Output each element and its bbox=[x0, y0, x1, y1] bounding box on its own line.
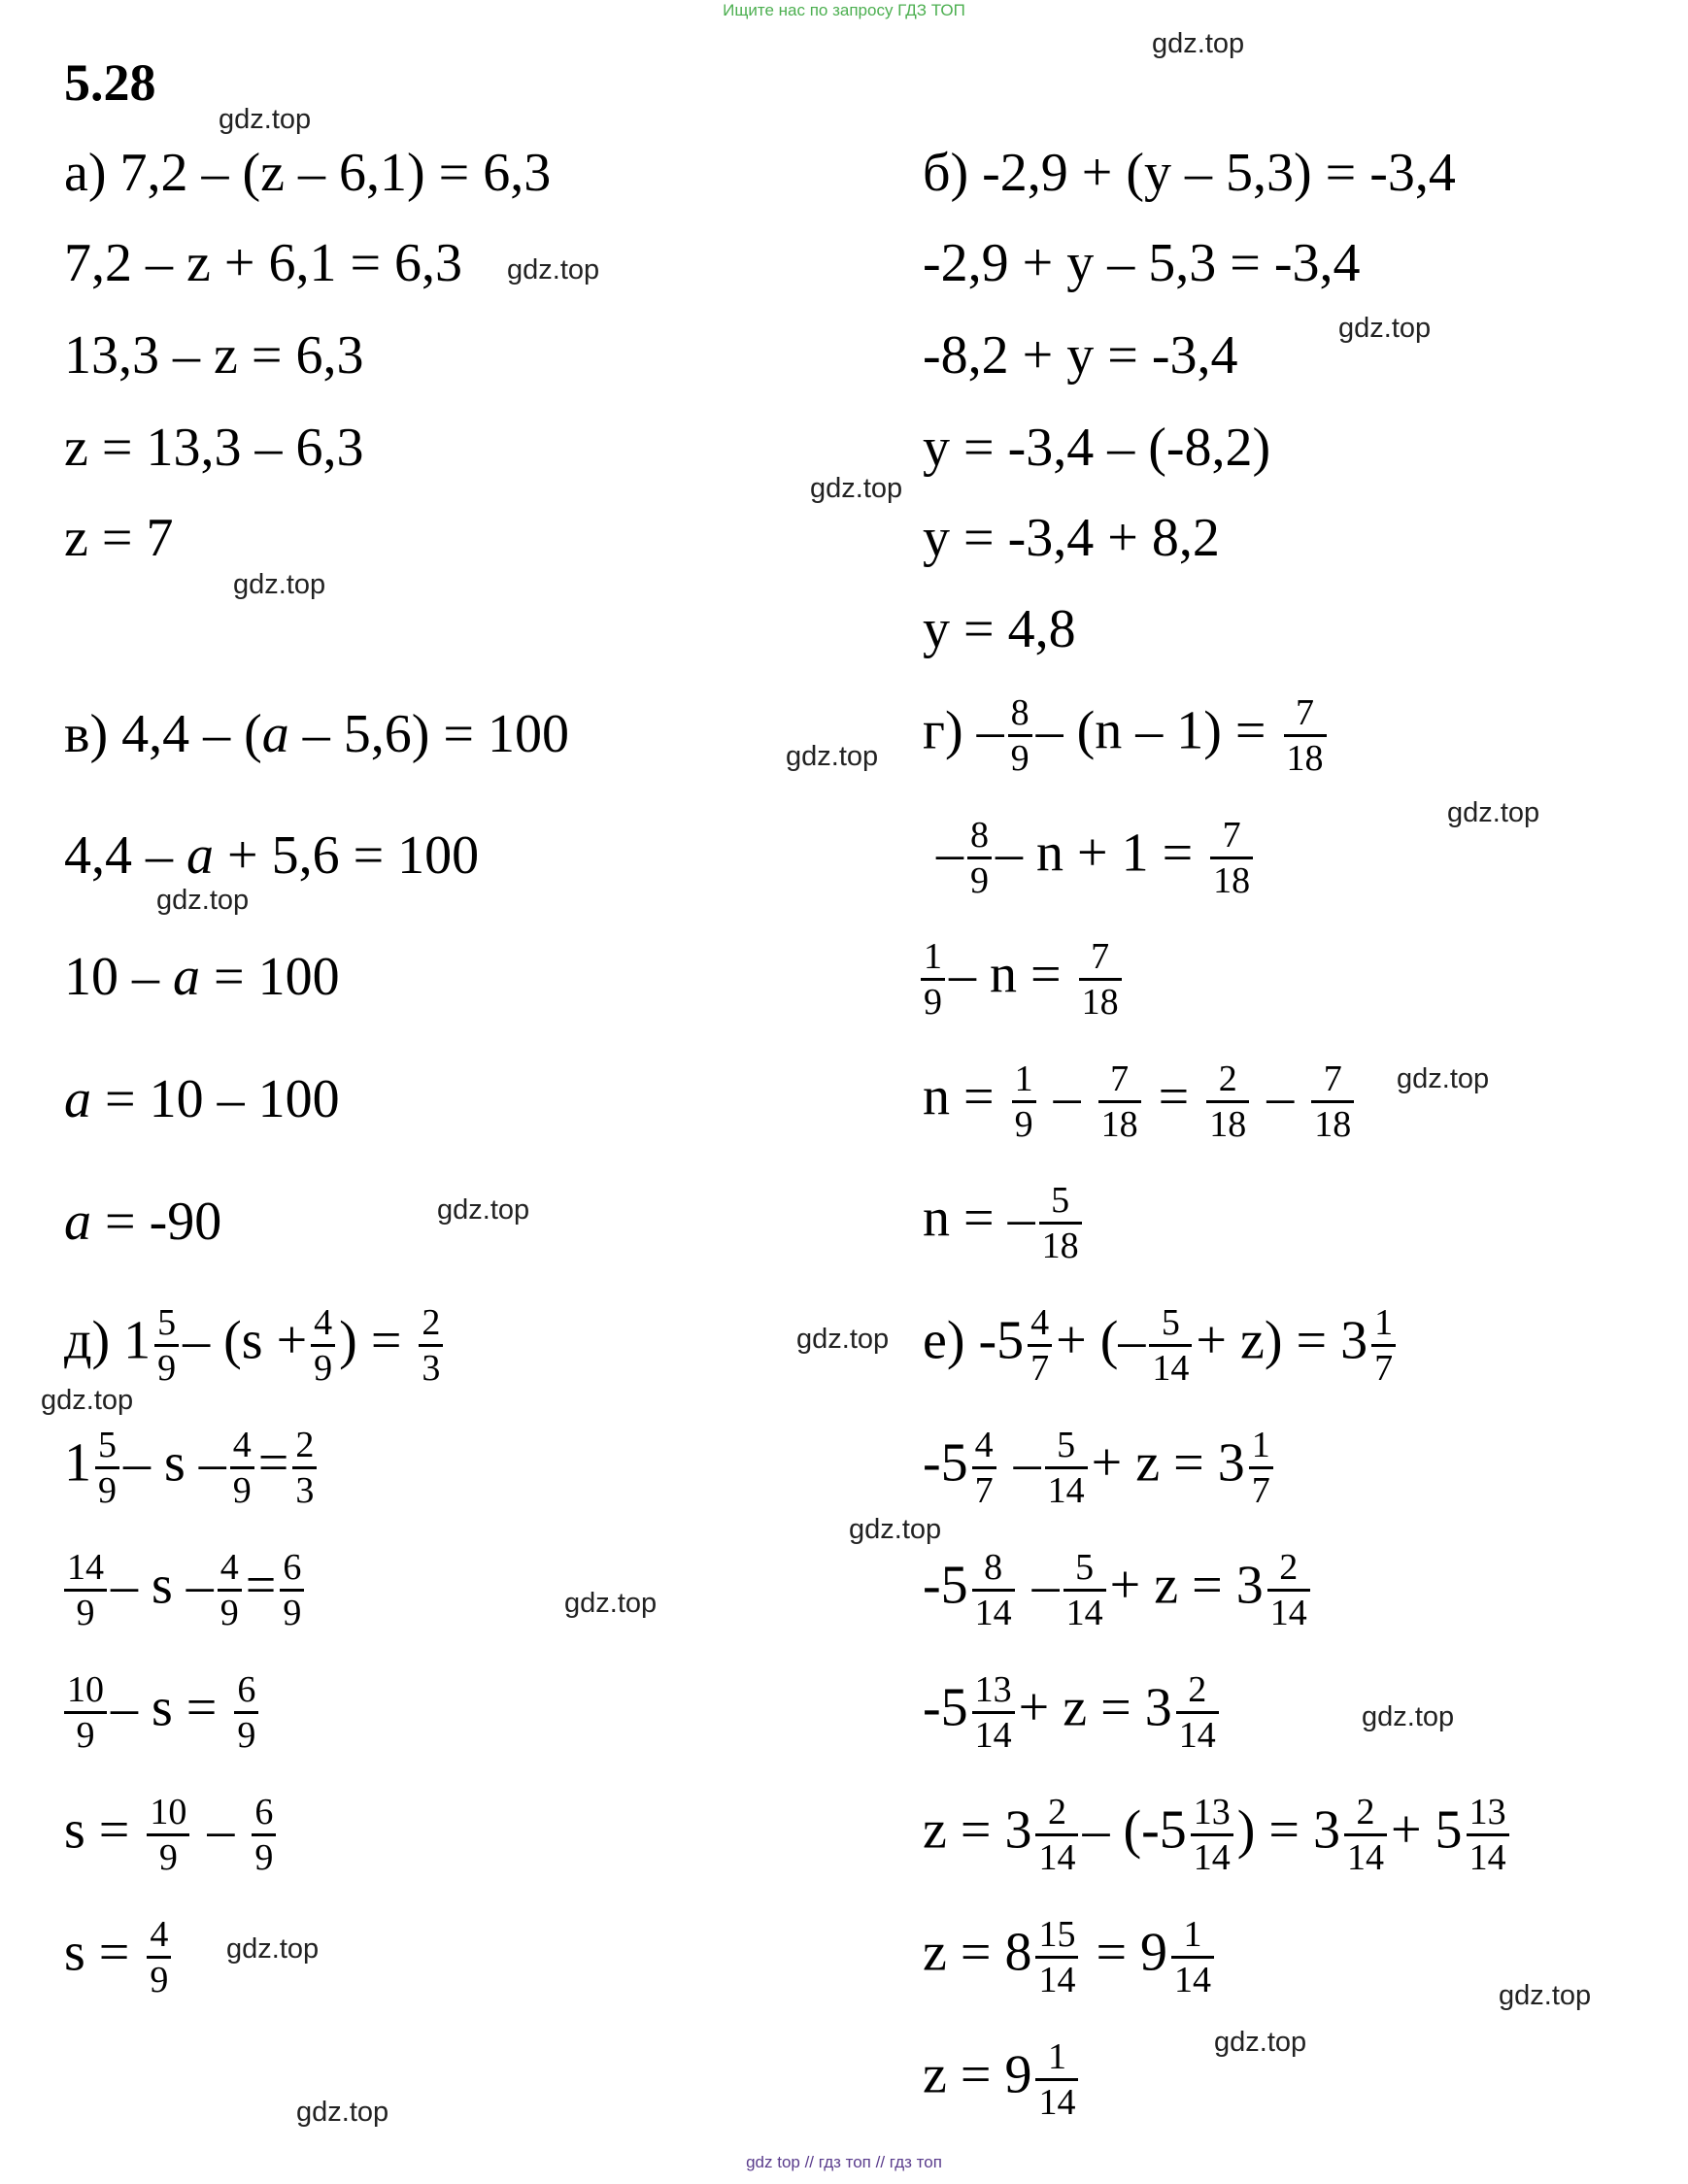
eq-v-line-3 bbox=[64, 940, 340, 1014]
fraction bbox=[1079, 935, 1122, 1024]
numerator: 5 bbox=[154, 1301, 179, 1347]
numerator: 7 bbox=[1284, 691, 1327, 737]
math-term: s = bbox=[64, 1799, 130, 1861]
math-term: – (s + bbox=[183, 1310, 308, 1371]
watermark: gdz.top bbox=[437, 1194, 530, 1226]
numerator: 8 bbox=[1008, 691, 1032, 737]
eq-g-line-5 bbox=[923, 1179, 1086, 1267]
numerator: 5 bbox=[1039, 1179, 1082, 1225]
fraction bbox=[972, 1546, 1015, 1634]
fraction bbox=[1035, 1913, 1078, 2001]
watermark: gdz.top bbox=[849, 1514, 942, 1545]
denominator: 7 bbox=[1374, 1348, 1394, 1389]
eq-b-line-6: y = 4,8 bbox=[923, 599, 1076, 659]
watermark: gdz.top bbox=[1338, 313, 1432, 344]
eq-b-line-5: y = -3,4 + 8,2 bbox=[923, 508, 1220, 568]
denominator: 18 bbox=[1081, 982, 1119, 1023]
denominator: 14 bbox=[1065, 1593, 1103, 1633]
numerator: 1 bbox=[1035, 2035, 1078, 2081]
denominator: 9 bbox=[76, 1715, 95, 1756]
eq-b-line-3: -8,2 + y = -3,4 bbox=[923, 325, 1238, 386]
numerator: 4 bbox=[1028, 1301, 1052, 1347]
math-term: = 100 bbox=[200, 947, 340, 1007]
fraction bbox=[1191, 1791, 1233, 1879]
fraction bbox=[967, 814, 992, 902]
numerator: 1 bbox=[1012, 1058, 1036, 1103]
fraction bbox=[1035, 1791, 1078, 1879]
fraction bbox=[64, 1546, 107, 1634]
math-term: – bbox=[1007, 1188, 1035, 1249]
numerator: 14 bbox=[64, 1546, 107, 1592]
watermark: gdz.top bbox=[1397, 1063, 1490, 1094]
fraction bbox=[1039, 1179, 1082, 1267]
fraction bbox=[1344, 1791, 1387, 1879]
fraction bbox=[419, 1301, 443, 1390]
math-term: – bbox=[976, 700, 1004, 761]
fraction bbox=[1012, 1058, 1036, 1146]
fraction bbox=[1210, 814, 1253, 902]
math-term: + z = bbox=[1091, 1432, 1204, 1494]
math-term: z = 3 bbox=[923, 1799, 1032, 1861]
watermark: gdz.top bbox=[1447, 797, 1540, 828]
eq-b-line-2: -2,9 + y – 5,3 = -3,4 bbox=[923, 233, 1361, 293]
denominator: 14 bbox=[1047, 1470, 1085, 1511]
watermark: gdz.top bbox=[810, 473, 903, 504]
watermark: gdz.top bbox=[1362, 1701, 1455, 1732]
fraction bbox=[1028, 1301, 1052, 1390]
math-term: – s bbox=[123, 1432, 186, 1494]
math-term: 3 bbox=[1340, 1310, 1368, 1371]
denominator: 9 bbox=[98, 1470, 117, 1511]
fraction bbox=[1149, 1301, 1192, 1390]
fraction bbox=[311, 1301, 335, 1390]
denominator: 7 bbox=[1030, 1348, 1050, 1389]
numerator: 13 bbox=[1191, 1791, 1233, 1836]
fraction bbox=[1284, 691, 1327, 780]
numerator: 4 bbox=[972, 1424, 996, 1469]
math-term: a bbox=[186, 825, 214, 886]
numerator: 2 bbox=[1267, 1546, 1310, 1592]
watermark: gdz.top bbox=[296, 2097, 389, 2128]
denominator: 14 bbox=[1269, 1593, 1307, 1633]
denominator: 9 bbox=[157, 1348, 177, 1389]
watermark: gdz.top bbox=[796, 1324, 890, 1355]
fraction bbox=[1206, 1058, 1249, 1146]
eq-a-line-4: z = 13,3 – 6,3 bbox=[64, 418, 364, 478]
math-term: = bbox=[257, 1432, 289, 1494]
fraction bbox=[1045, 1424, 1088, 1512]
math-term: в) 4,4 – ( bbox=[64, 704, 262, 764]
denominator: 14 bbox=[1038, 1960, 1076, 2000]
math-term: 3 bbox=[1217, 1432, 1245, 1494]
numerator: 1 bbox=[1249, 1424, 1273, 1469]
fraction bbox=[218, 1546, 242, 1634]
numerator: 4 bbox=[218, 1546, 242, 1592]
numerator: 7 bbox=[1079, 935, 1122, 981]
fraction bbox=[921, 935, 945, 1024]
denominator: 18 bbox=[1041, 1226, 1079, 1266]
denominator: 18 bbox=[1314, 1104, 1352, 1145]
denominator: 14 bbox=[1038, 1837, 1076, 1878]
eq-v-line-5 bbox=[64, 1185, 221, 1259]
numerator: 2 bbox=[1035, 1791, 1078, 1836]
math-term: г) bbox=[923, 700, 963, 761]
watermark: gdz.top bbox=[507, 254, 600, 286]
denominator: 3 bbox=[422, 1348, 441, 1389]
math-term: -5 bbox=[923, 1677, 968, 1738]
fraction bbox=[230, 1424, 254, 1512]
denominator: 14 bbox=[1469, 1837, 1506, 1878]
denominator: 9 bbox=[76, 1593, 95, 1633]
eq-e-line-1 bbox=[923, 1301, 1400, 1390]
math-term: = 10 – 100 bbox=[91, 1069, 340, 1129]
fraction bbox=[147, 1913, 171, 2001]
eq-a-line-5: z = 7 bbox=[64, 508, 174, 568]
eq-b-line-4: y = -3,4 – (-8,2) bbox=[923, 418, 1271, 478]
fraction bbox=[1467, 1791, 1509, 1879]
numerator: 5 bbox=[1063, 1546, 1106, 1592]
denominator: 9 bbox=[219, 1593, 239, 1633]
eq-v-line-1 bbox=[64, 697, 569, 771]
fraction bbox=[1171, 1913, 1214, 2001]
numerator: 15 bbox=[1035, 1913, 1078, 1959]
denominator: 9 bbox=[232, 1470, 252, 1511]
denominator: 3 bbox=[295, 1470, 315, 1511]
denominator: 7 bbox=[1251, 1470, 1270, 1511]
eq-d-line-2 bbox=[64, 1424, 321, 1512]
eq-v-line-4 bbox=[64, 1062, 340, 1136]
fraction bbox=[1063, 1546, 1106, 1634]
eq-e-line-5 bbox=[923, 1791, 1513, 1879]
eq-v-line-2 bbox=[64, 819, 479, 892]
math-term: n = bbox=[923, 1188, 995, 1249]
eq-g-line-4 bbox=[923, 1058, 1358, 1146]
numerator: 8 bbox=[967, 814, 992, 859]
math-term: – (-5 bbox=[1082, 1799, 1187, 1861]
math-term: – bbox=[186, 1555, 214, 1616]
denominator: 9 bbox=[970, 860, 989, 901]
denominator: 7 bbox=[974, 1470, 994, 1511]
eq-g-line-2 bbox=[936, 814, 1257, 902]
denominator: 9 bbox=[314, 1348, 333, 1389]
top-banner: Ищите нас по запросу ГДЗ ТОП bbox=[723, 1, 965, 19]
denominator: 18 bbox=[1213, 860, 1251, 901]
denominator: 18 bbox=[1100, 1104, 1138, 1145]
eq-a-line-1: а) 7,2 – (z – 6,1) = 6,3 bbox=[64, 143, 552, 203]
math-term: – bbox=[207, 1799, 235, 1861]
math-term: – bbox=[1053, 1066, 1081, 1127]
math-term: a bbox=[173, 947, 200, 1007]
eq-d-line-3 bbox=[60, 1546, 308, 1634]
math-term: -5 bbox=[923, 1432, 968, 1494]
watermark: gdz.top bbox=[564, 1588, 658, 1619]
watermark: gdz.top bbox=[233, 569, 326, 600]
numerator: 8 bbox=[972, 1546, 1015, 1592]
numerator: 4 bbox=[311, 1301, 335, 1347]
eq-g-line-1 bbox=[923, 691, 1331, 780]
denominator: 9 bbox=[237, 1715, 256, 1756]
denominator: 14 bbox=[1346, 1837, 1384, 1878]
math-term: + (– bbox=[1056, 1310, 1146, 1371]
numerator: 7 bbox=[1311, 1058, 1354, 1103]
fraction bbox=[972, 1668, 1015, 1757]
fraction bbox=[252, 1791, 276, 1879]
eq-e-line-3 bbox=[923, 1546, 1314, 1634]
fraction bbox=[1311, 1058, 1354, 1146]
math-term: – s bbox=[111, 1677, 173, 1738]
watermark: gdz.top bbox=[41, 1385, 134, 1416]
numerator: 2 bbox=[292, 1424, 317, 1469]
numerator: 4 bbox=[147, 1913, 171, 1959]
eq-e-line-2 bbox=[923, 1424, 1277, 1512]
watermark: gdz.top bbox=[226, 1933, 320, 1965]
denominator: 14 bbox=[1178, 1715, 1216, 1756]
eq-a-line-3: 13,3 – z = 6,3 bbox=[64, 325, 364, 386]
fraction bbox=[292, 1424, 317, 1512]
numerator: 10 bbox=[64, 1668, 107, 1714]
eq-g-line-3 bbox=[917, 935, 1126, 1024]
numerator: 7 bbox=[1210, 814, 1253, 859]
numerator: 6 bbox=[234, 1668, 258, 1714]
fraction bbox=[95, 1424, 119, 1512]
watermark: gdz.top bbox=[1152, 28, 1245, 59]
denominator: 14 bbox=[1193, 1837, 1231, 1878]
fraction bbox=[280, 1546, 304, 1634]
fraction bbox=[234, 1668, 258, 1757]
denominator: 9 bbox=[158, 1837, 178, 1878]
math-term: – n + 1 = bbox=[996, 823, 1194, 884]
fraction bbox=[972, 1424, 996, 1512]
math-term: + z = bbox=[1109, 1555, 1223, 1616]
math-term: a bbox=[64, 1069, 91, 1129]
fraction bbox=[1371, 1301, 1396, 1390]
math-term: – bbox=[1031, 1555, 1060, 1616]
eq-e-line-4 bbox=[923, 1668, 1223, 1757]
numerator: 2 bbox=[1344, 1791, 1387, 1836]
fraction bbox=[154, 1301, 179, 1390]
math-term: ) = 3 bbox=[1236, 1799, 1340, 1861]
math-term: – (n – 1) = bbox=[1035, 700, 1266, 761]
numerator: 4 bbox=[230, 1424, 254, 1469]
fraction bbox=[1098, 1058, 1141, 1146]
math-term: = bbox=[245, 1555, 277, 1616]
eq-d-line-1 bbox=[64, 1301, 447, 1390]
numerator: 13 bbox=[972, 1668, 1015, 1714]
math-term: = 9 bbox=[1096, 1922, 1168, 1983]
math-term: s = bbox=[64, 1922, 130, 1983]
numerator: 1 bbox=[1371, 1301, 1396, 1347]
numerator: 1 bbox=[1171, 1913, 1214, 1959]
watermark: gdz.top bbox=[156, 885, 250, 916]
math-term: + 5 bbox=[1390, 1799, 1463, 1861]
eq-d-line-5 bbox=[64, 1791, 280, 1879]
math-term: 3 bbox=[1144, 1677, 1172, 1738]
denominator: 9 bbox=[254, 1837, 274, 1878]
math-term: – bbox=[1266, 1066, 1295, 1127]
eq-d-line-6 bbox=[64, 1913, 175, 2001]
fraction bbox=[1035, 2035, 1078, 2124]
math-term: z = 9 bbox=[923, 2044, 1032, 2105]
math-term: 3 bbox=[1235, 1555, 1264, 1616]
math-term: = bbox=[1158, 1066, 1190, 1127]
fraction bbox=[64, 1668, 107, 1757]
numerator: 5 bbox=[1045, 1424, 1088, 1469]
eq-d-line-4 bbox=[60, 1668, 262, 1757]
math-term: = bbox=[186, 1677, 218, 1738]
eq-e-line-7 bbox=[923, 2035, 1082, 2124]
numerator: 6 bbox=[280, 1546, 304, 1592]
numerator: 10 bbox=[147, 1791, 189, 1836]
denominator: 9 bbox=[150, 1960, 169, 2000]
fraction bbox=[1176, 1668, 1219, 1757]
eq-e-line-6 bbox=[923, 1913, 1218, 2001]
watermark: gdz.top bbox=[1214, 2027, 1307, 2058]
watermark: gdz.top bbox=[1499, 1980, 1592, 2011]
math-term: – bbox=[1013, 1432, 1041, 1494]
math-term: n = bbox=[923, 1066, 995, 1127]
numerator: 13 bbox=[1467, 1791, 1509, 1836]
problem-number: 5.28 bbox=[64, 53, 156, 112]
math-term: + z = bbox=[1018, 1677, 1131, 1738]
bottom-banner: gdz top // гдз топ // гдз топ bbox=[746, 2153, 942, 2171]
math-term: -5 bbox=[923, 1555, 968, 1616]
denominator: 9 bbox=[1014, 1104, 1033, 1145]
denominator: 14 bbox=[1174, 1960, 1212, 2000]
math-term: – s bbox=[111, 1555, 173, 1616]
denominator: 9 bbox=[283, 1593, 302, 1633]
denominator: 14 bbox=[1038, 2082, 1076, 2123]
denominator: 9 bbox=[924, 982, 942, 1023]
fraction bbox=[1008, 691, 1032, 780]
watermark: gdz.top bbox=[786, 741, 879, 772]
denominator: 18 bbox=[1209, 1104, 1247, 1145]
math-term: + z) = bbox=[1196, 1310, 1328, 1371]
math-term: + 5,6 = 100 bbox=[214, 825, 480, 886]
math-term: – n = bbox=[949, 944, 1062, 1005]
math-term: a bbox=[261, 704, 289, 764]
math-term: – bbox=[936, 823, 963, 884]
math-term: ) = bbox=[339, 1310, 402, 1371]
eq-b-line-1: б) -2,9 + (y – 5,3) = -3,4 bbox=[923, 143, 1456, 203]
watermark: gdz.top bbox=[219, 104, 312, 135]
numerator: 2 bbox=[419, 1301, 443, 1347]
numerator: 6 bbox=[252, 1791, 276, 1836]
denominator: 9 bbox=[1010, 738, 1030, 779]
math-term: – 5,6) = 100 bbox=[288, 704, 569, 764]
numerator: 7 bbox=[1098, 1058, 1141, 1103]
denominator: 14 bbox=[974, 1715, 1012, 1756]
numerator: 2 bbox=[1206, 1058, 1249, 1103]
math-term: 1 bbox=[64, 1432, 91, 1494]
math-term: a bbox=[64, 1192, 91, 1252]
eq-a-line-2: 7,2 – z + 6,1 = 6,3 bbox=[64, 233, 463, 293]
math-term: 4,4 – bbox=[64, 825, 186, 886]
numerator: 5 bbox=[1149, 1301, 1192, 1347]
denominator: 14 bbox=[974, 1593, 1012, 1633]
numerator: 5 bbox=[95, 1424, 119, 1469]
math-term: д) 1 bbox=[64, 1310, 152, 1371]
denominator: 18 bbox=[1286, 738, 1324, 779]
math-term: 10 – bbox=[64, 947, 173, 1007]
fraction bbox=[147, 1791, 189, 1879]
fraction bbox=[1267, 1546, 1310, 1634]
math-term: = -90 bbox=[91, 1192, 222, 1252]
numerator: 1 bbox=[921, 935, 945, 981]
numerator: 2 bbox=[1176, 1668, 1219, 1714]
math-term: е) -5 bbox=[923, 1310, 1025, 1371]
fraction bbox=[1249, 1424, 1273, 1512]
denominator: 14 bbox=[1152, 1348, 1190, 1389]
math-term: – bbox=[198, 1432, 226, 1494]
math-term: z = 8 bbox=[923, 1922, 1032, 1983]
